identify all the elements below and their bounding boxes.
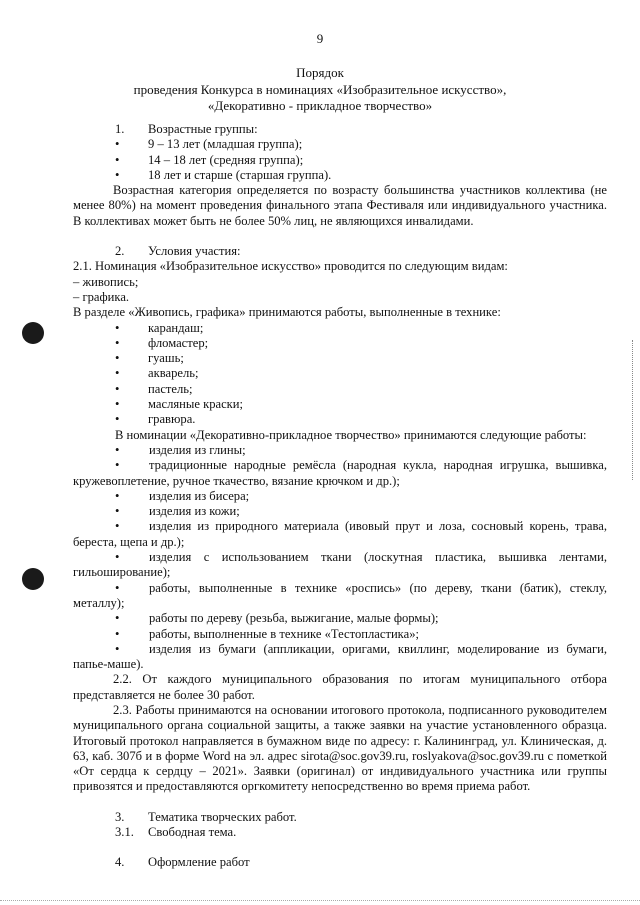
list-item: • работы по дереву (резьба, выжигание, малые формы); — [115, 611, 439, 626]
list-item: • изделия из бумаги (аппликации, оригами, квиллинг, моделирование из бумаги, папье-маше). — [73, 641, 607, 672]
dpt-intro: В номинации «Декоративно-прикладное творчество» принимаются следующие работы: — [115, 427, 587, 442]
list-item: • изделия из кожи; — [115, 504, 240, 519]
list-item: • изделия из бисера; — [115, 488, 250, 503]
scan-edge-line — [632, 340, 634, 480]
paragraph-2-1: 2.1. Номинация «Изобразительное искусство» проводится по следующим видам: — [73, 259, 508, 274]
technique-intro: В разделе «Живопись, графика» принимаются работы, выполненные в технике: — [73, 305, 501, 320]
document-body — [73, 122, 607, 871]
doc-title-line3: «Декоративно - прикладное творчество» — [207, 98, 433, 113]
punch-hole-top — [22, 322, 44, 344]
doc-title-line1: Порядок — [296, 65, 344, 80]
punch-hole-bottom — [22, 568, 44, 590]
list-item: • карандаш; — [115, 320, 204, 335]
list-item: • пастель; — [115, 381, 193, 396]
list-item: • масляные краски; — [115, 397, 244, 412]
list-item: • 18 лет и старше (старшая группа). — [115, 167, 332, 182]
section-3-1: 3.1. Свободная тема. — [115, 825, 237, 840]
scan-bottom-edge — [0, 900, 640, 901]
list-item: • изделия из глины; — [115, 442, 246, 457]
section-1-heading: 1. Возрастные группы: — [115, 122, 258, 136]
list-item: • гуашь; — [115, 351, 184, 366]
list-item: • работы, выполненные в технике «роспись» (по дереву, ткани (батик), стеклу, металлу); — [73, 580, 607, 610]
paragraph-2-2: 2.2. От каждого муниципального образования по итогам муниципального отбора представляется не более 30 работ. — [73, 672, 607, 702]
dash-item-painting: – живопись; — [73, 274, 139, 289]
list-item: • работы, выполненные в технике «Тестопластика»; — [115, 626, 419, 641]
list-item: • традиционные народные ремёсла (народная кукла, народная игрушка, вышивка, кружевоплетение, ручное ткачество, вязание крючком и др.); — [73, 458, 607, 488]
paragraph-2-3: 2.3. Работы принимаются на основании итогового протокола, подписанного руководителем муниципального органа социальной защиты, а также заявки на участие установленного образца. Итоговый протокол направляется в бумажном виде по адресу: г. Калининград, ул. Клиническая, д. 63, каб. 307б и в форме Word на эл. адрес sirota@soc.gov39.ru, roslyakova@soc.gov39.ru с пометкой «От сердца к сердцу – 2021». Заявки (оригинал) от индивидуального участника или группы привозятся и предоставляются оргкомитету непосредственно во время приема работ. — [73, 702, 607, 794]
list-item: • гравюра. — [115, 412, 196, 427]
list-item: • изделия из природного материала (ивовый прут и лоза, сосновый корень, трава, береста, щепа и др.); — [73, 519, 607, 549]
age-category-paragraph: Возрастная категория определяется по возрасту большинства участников коллектива (не менее 80%) на момент проведения финального этапа Фестиваля или индивидуального участника. В коллективах может быть не более 50% лиц, не являющихся инвалидами. — [73, 183, 607, 228]
page-number: 9 — [316, 31, 324, 46]
list-item: • акварель; — [115, 366, 199, 381]
section-3-heading: 3. Тематика творческих работ. — [115, 809, 297, 824]
section-4-heading: 4. Оформление работ — [115, 855, 250, 870]
section-2-heading: 2. Условия участия: — [115, 244, 241, 259]
doc-title-line2: проведения Конкурса в номинациях «Изобразительное искусство», — [133, 82, 507, 97]
list-item: • 14 – 18 лет (средняя группа); — [115, 152, 304, 167]
dash-item-graphics: – графика. — [73, 289, 130, 304]
list-item: • 9 – 13 лет (младшая группа); — [115, 137, 303, 152]
list-item: • изделия с использованием ткани (лоскутная пластика, вышивка лентами, гильоширование); — [73, 550, 607, 580]
list-item: • фломастер; — [115, 335, 209, 350]
